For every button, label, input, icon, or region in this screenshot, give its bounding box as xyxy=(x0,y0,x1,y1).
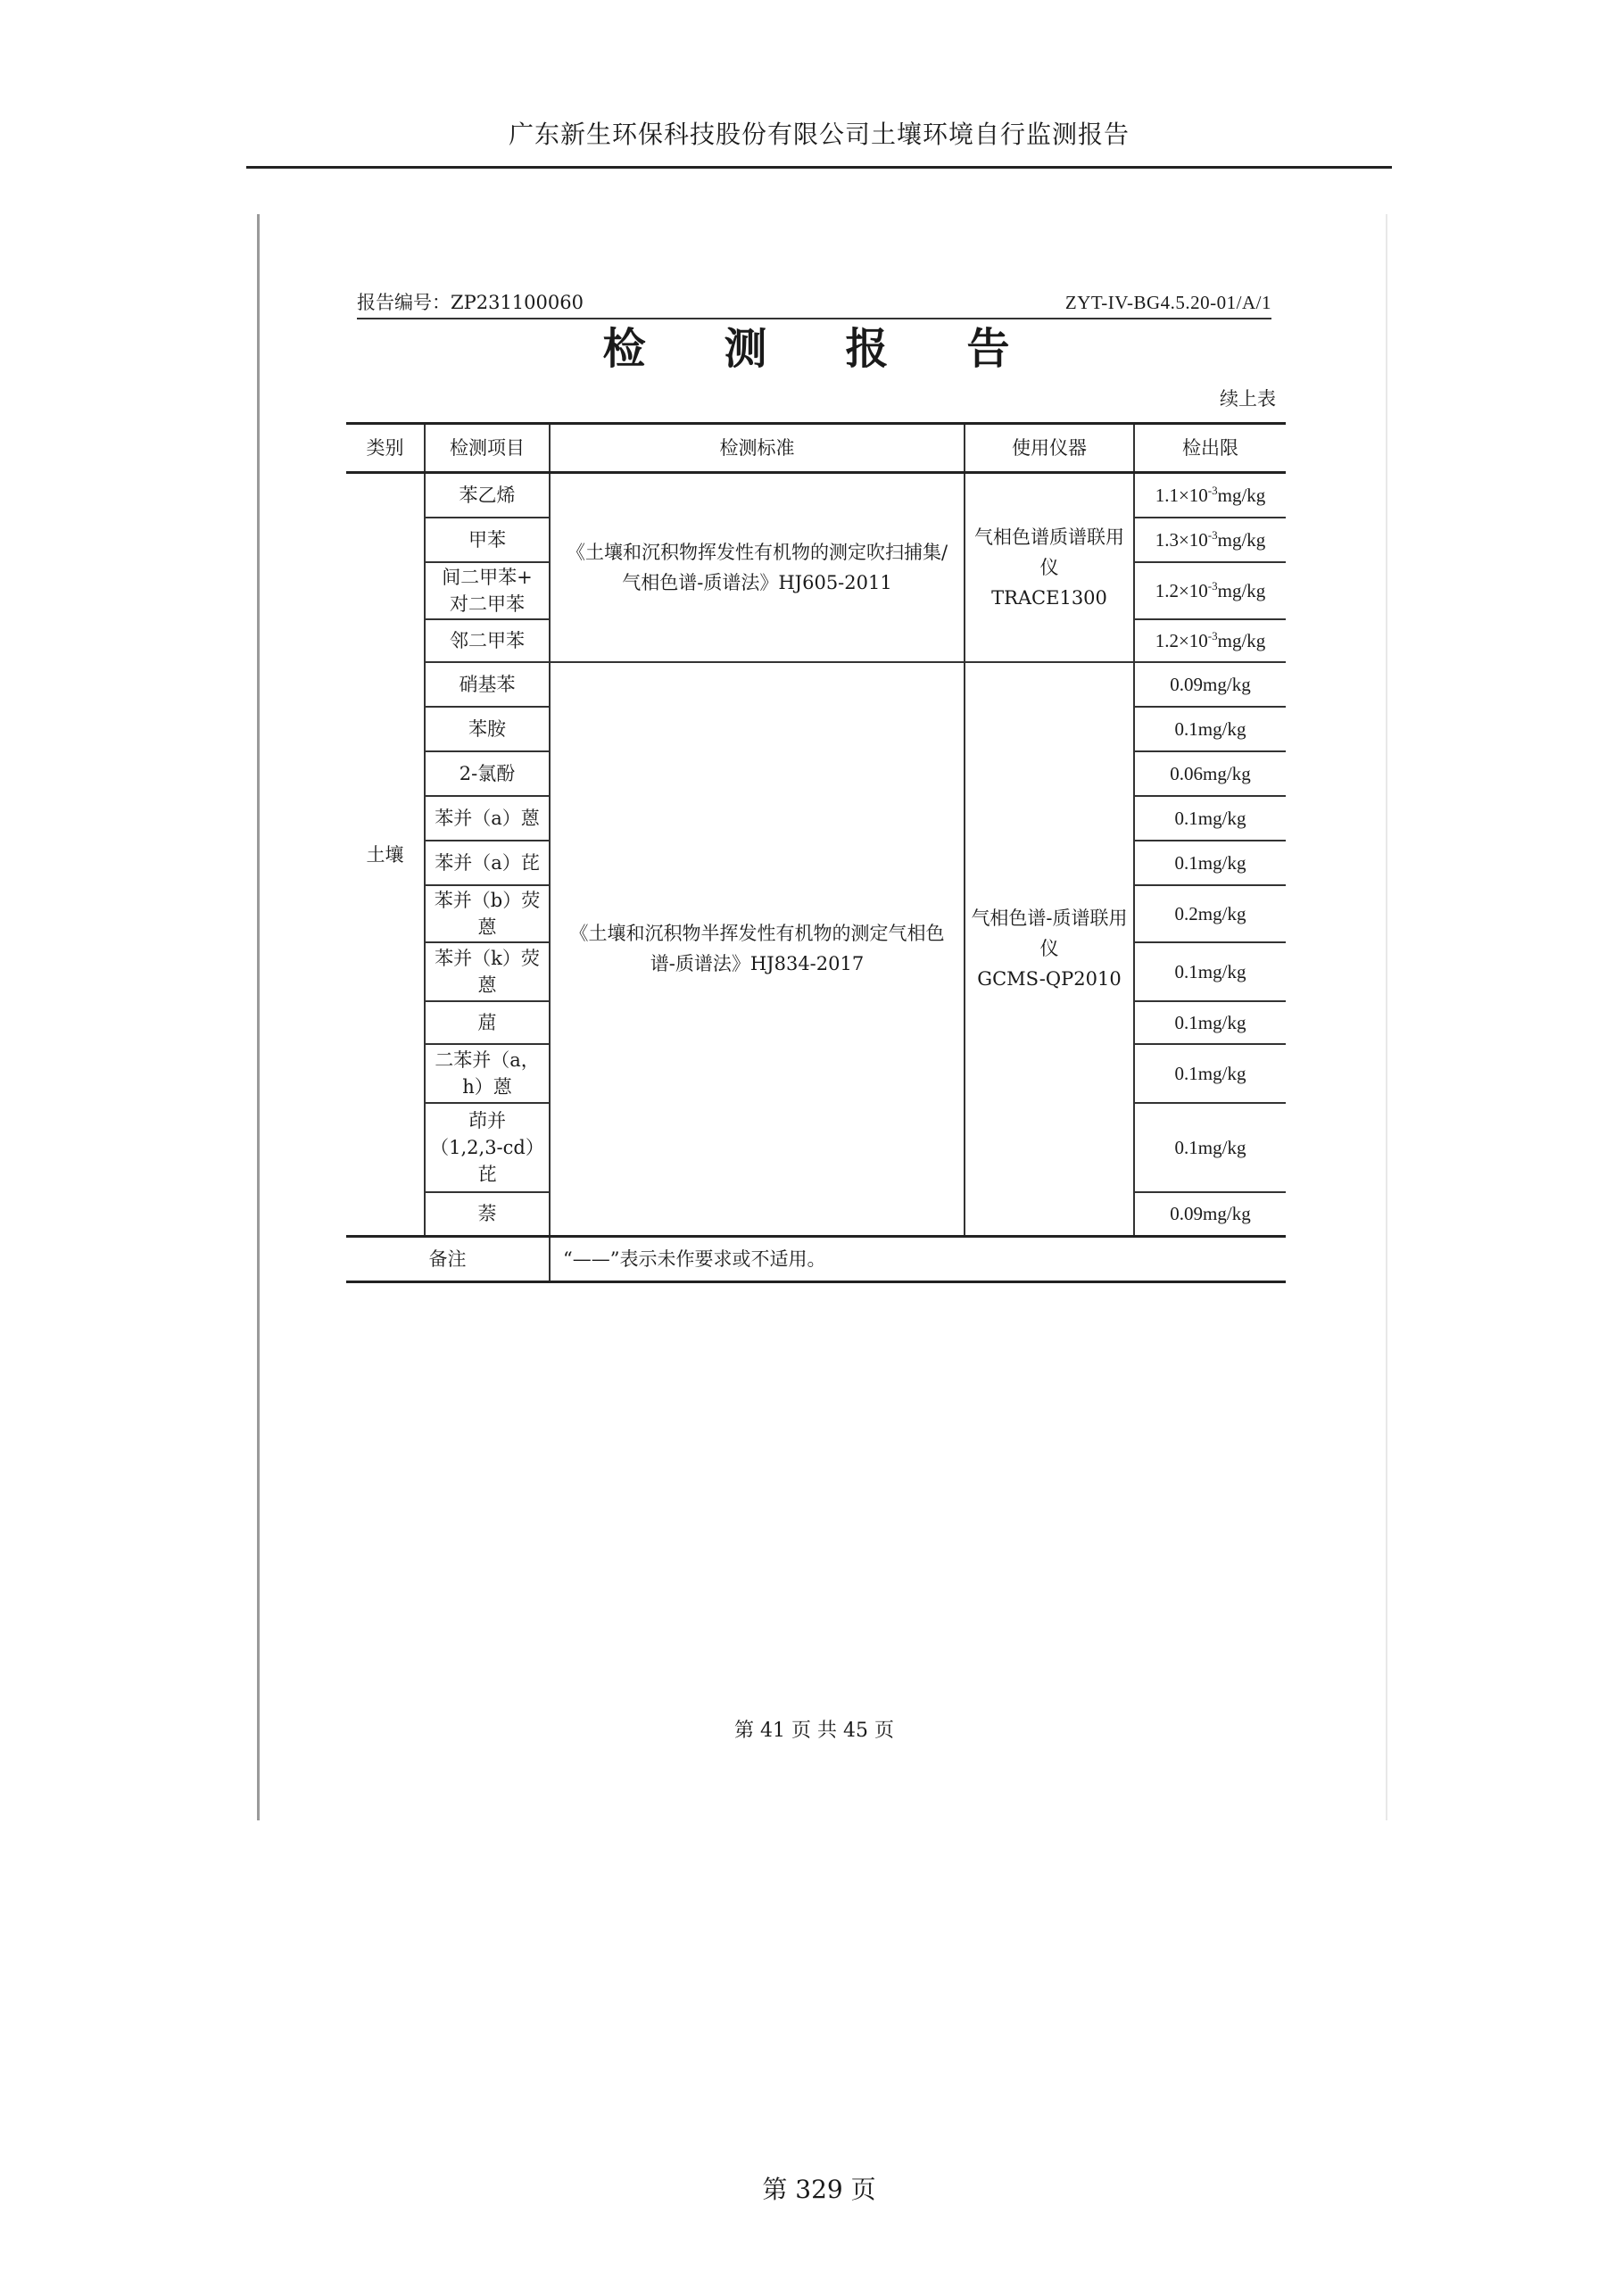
header-category: 类别 xyxy=(346,424,425,473)
test-item-cell xyxy=(425,518,550,562)
report-title: 检测报告 xyxy=(602,324,1089,374)
test-item-line: 硝基苯 xyxy=(459,673,516,695)
limit-unit: mg/kg xyxy=(1217,528,1266,551)
test-item-line: 对二甲苯 xyxy=(450,593,525,615)
test-item-line: 蒽 xyxy=(477,916,497,938)
inner-page-number: 第 41 页 共 45 页 xyxy=(734,1720,894,1742)
outer-page-number: 第 329 页 xyxy=(762,2175,876,2204)
detection-limit-table xyxy=(346,422,1286,1283)
test-item-cell xyxy=(425,1044,550,1103)
limit-base: 0.1mg/kg xyxy=(1174,807,1246,829)
test-item-line: h）蒽 xyxy=(462,1075,512,1098)
test-item-cell xyxy=(425,1103,550,1192)
test-item-line: 间二甲苯+ xyxy=(442,566,533,588)
test-item-line: 甲苯 xyxy=(468,528,506,551)
continued-note: 续上表 xyxy=(1220,388,1276,410)
header-divider xyxy=(246,166,1392,169)
category-cell: 土壤 xyxy=(346,473,425,1237)
test-item-cell xyxy=(425,1001,550,1044)
instrument-line: TRACE1300 xyxy=(991,586,1107,609)
test-item-line: 茚并 xyxy=(468,1109,506,1131)
detection-limit-cell xyxy=(1134,751,1286,796)
detection-limit-cell xyxy=(1134,885,1286,942)
detection-limit-cell xyxy=(1134,942,1286,1001)
limit-base: 0.1mg/kg xyxy=(1174,960,1246,982)
test-item-cell xyxy=(425,751,550,796)
detection-limit-cell xyxy=(1134,707,1286,751)
test-item-line: 䓛 xyxy=(477,1011,497,1033)
report-form-code: ZYT-IV-BG4.5.20-01/A/1 xyxy=(1064,292,1271,313)
limit-base: 0.1mg/kg xyxy=(1174,1062,1246,1084)
limit-exponent: -3 xyxy=(1207,527,1218,542)
remark-row xyxy=(346,1237,1286,1282)
detection-limit-cell xyxy=(1134,662,1286,707)
test-item-cell xyxy=(425,885,550,942)
report-meta-line xyxy=(357,287,1271,319)
table-header-row xyxy=(346,424,1286,473)
test-item-line: 苯并（k）荧 xyxy=(435,947,540,969)
test-item-cell xyxy=(425,473,550,518)
limit-base: 0.1mg/kg xyxy=(1174,1136,1246,1158)
limit-base: 1.1×10 xyxy=(1155,484,1208,506)
test-item-line: 苯乙烯 xyxy=(459,484,516,506)
test-item-line: 2-氯酚 xyxy=(459,762,516,784)
limit-base: 0.2mg/kg xyxy=(1174,902,1246,924)
instrument-line: GCMS-QP2010 xyxy=(977,968,1122,991)
limit-base: 0.06mg/kg xyxy=(1170,762,1251,784)
detection-limit-cell xyxy=(1134,473,1286,518)
limit-base: 1.2×10 xyxy=(1155,629,1208,651)
test-item-line: 苯胺 xyxy=(468,717,506,740)
test-item-line: 苯并（b）荧 xyxy=(434,889,541,911)
detection-limit-cell xyxy=(1134,1044,1286,1103)
test-item-cell xyxy=(425,1192,550,1237)
limit-unit: mg/kg xyxy=(1217,579,1266,601)
limit-unit: mg/kg xyxy=(1217,629,1266,651)
limit-exponent: -3 xyxy=(1207,483,1218,497)
test-item-line: 邻二甲苯 xyxy=(450,629,525,651)
test-item-cell xyxy=(425,662,550,707)
header-standard: 检测标准 xyxy=(550,424,965,473)
test-item-cell xyxy=(425,707,550,751)
test-item-cell xyxy=(425,841,550,885)
detection-limit-cell xyxy=(1134,619,1286,662)
header-instrument: 使用仪器 xyxy=(965,424,1134,473)
limit-exponent: -3 xyxy=(1207,578,1218,593)
instrument-line: 气相色谱质谱联用仪 xyxy=(974,526,1124,578)
table-row xyxy=(346,662,1286,707)
standard-cell: 《土壤和沉积物半挥发性有机物的测定气相色谱-质谱法》HJ834-2017 xyxy=(550,662,965,1237)
limit-base: 0.1mg/kg xyxy=(1174,851,1246,874)
limit-unit: mg/kg xyxy=(1217,484,1266,506)
limit-base: 0.1mg/kg xyxy=(1174,1011,1246,1033)
test-item-cell xyxy=(425,619,550,662)
test-item-cell xyxy=(425,562,550,619)
remark-text: “——”表示未作要求或不适用。 xyxy=(550,1237,1286,1282)
limit-base: 1.2×10 xyxy=(1155,579,1208,601)
test-item-line: 苯并（a）蒽 xyxy=(435,807,540,829)
detection-limit-cell xyxy=(1134,841,1286,885)
test-item-line: 蒽 xyxy=(477,974,497,996)
instrument-cell xyxy=(965,473,1134,662)
limit-base: 1.3×10 xyxy=(1155,528,1208,551)
test-item-line: 二苯并（a， xyxy=(435,1049,540,1071)
detection-limit-cell xyxy=(1134,1192,1286,1237)
header-item: 检测项目 xyxy=(425,424,550,473)
limit-exponent: -3 xyxy=(1207,628,1218,642)
test-item-line: 苯并（a）芘 xyxy=(435,851,540,874)
detection-limit-cell xyxy=(1134,1103,1286,1192)
table-body xyxy=(346,473,1286,1282)
test-item-line: （1,2,3-cd） xyxy=(430,1136,544,1158)
detection-limit-cell xyxy=(1134,518,1286,562)
standard-cell: 《土壤和沉积物挥发性有机物的测定吹扫捕集/气相色谱-质谱法》HJ605-2011 xyxy=(550,473,965,662)
report-number: 报告编号：ZP231100060 xyxy=(357,292,584,313)
instrument-line: 气相色谱-质谱联用仪 xyxy=(971,908,1128,960)
detection-limit-cell xyxy=(1134,562,1286,619)
header-limit: 检出限 xyxy=(1134,424,1286,473)
remark-label: 备注 xyxy=(346,1237,550,1282)
page-header: 广东新生环保科技股份有限公司土壤环境自行监测报告 xyxy=(508,120,1130,149)
test-item-line: 萘 xyxy=(477,1203,497,1225)
test-item-cell xyxy=(425,796,550,841)
test-item-line: 芘 xyxy=(477,1163,497,1185)
limit-base: 0.09mg/kg xyxy=(1170,1203,1251,1225)
detection-limit-cell xyxy=(1134,796,1286,841)
table-row xyxy=(346,473,1286,518)
test-item-cell xyxy=(425,942,550,1001)
limit-base: 0.1mg/kg xyxy=(1174,717,1246,740)
instrument-cell xyxy=(965,662,1134,1237)
detection-limit-cell xyxy=(1134,1001,1286,1044)
limit-base: 0.09mg/kg xyxy=(1170,673,1251,695)
